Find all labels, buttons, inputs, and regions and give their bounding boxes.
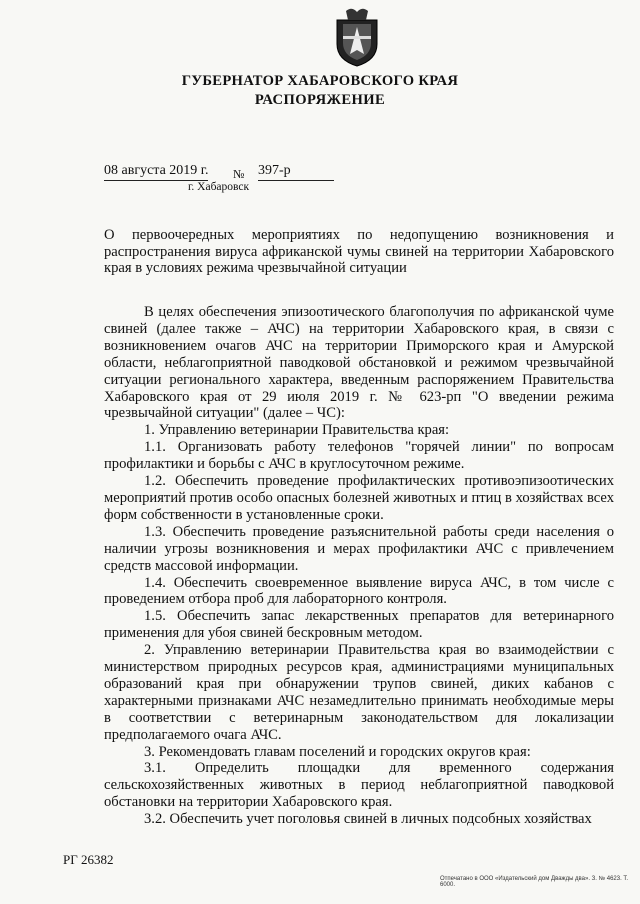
document-date: 08 августа 2019 г. <box>104 163 208 181</box>
paragraph: 1.3. Обеспечить проведение разъяснительной работы среди населения о наличии угрозы возникновения и мерах профилактики АЧС с привлечением средств массовой информации. <box>104 523 614 574</box>
paragraph: 2. Управлению ветеринарии Правительства края во взаимодействии с министерством природных ресурсов края, администрациями муниципальных образований края при обнаружении трупов свиней, диких кабанов с характерными признаками АЧС незамедлительно принимать необходимые меры в соответствии с ветеринарным законодательством для локализации предполагаемого очага АЧС. <box>104 642 614 743</box>
paragraph: 1.4. Обеспечить своевременное выявление вируса АЧС, в том числе с проведением отбора проб для лабораторного контроля. <box>104 574 614 608</box>
document-subject: О первоочередных мероприятиях по недопущению возникновения и распространения вируса африканской чумы свиней на территории Хабаровского края в условиях режима чрезвычайной ситуации <box>104 227 614 276</box>
paragraph: 3. Рекомендовать главам поселений и городских округов края: <box>144 743 531 760</box>
paragraph: 3.1. Определить площадки для временного содержания сельскохозяйственных животных в период неблагоприятной паводковой обстановки на территории Хабаровского края. <box>104 760 614 811</box>
printer-imprint: Отпечатано в ООО «Издательский дом Дважды два». З. № 4623. Т. 6000. <box>440 876 629 888</box>
issue-city: г. Хабаровск <box>188 181 250 193</box>
paragraph: 3.2. Обеспечить учет поголовья свиней в личных подсобных хозяйствах <box>144 811 592 828</box>
registration-code: РГ 26382 <box>63 852 114 867</box>
document-body <box>104 304 614 828</box>
issuer-title: ГУБЕРНАТОР ХАБАРОВСКОГО КРАЯ <box>181 73 459 89</box>
paragraph: 1. Управлению ветеринарии Правительства края: <box>144 422 450 439</box>
document-type-title: РАСПОРЯЖЕНИЕ <box>254 92 386 108</box>
paragraph: 1.5. Обеспечить запас лекарственных препаратов для ветеринарного применения для убоя свиней бескровным методом. <box>104 608 614 642</box>
paragraph: 1.1. Организовать работу телефонов "горячей линии" по вопросам профилактики и борьбы с АЧС в круглосуточном режиме. <box>104 439 614 473</box>
number-label: № <box>233 167 245 181</box>
paragraph: В целях обеспечения эпизоотического благополучия по африканской чуме свиней (далее также – АЧС) на территории Хабаровского края, в связи с возникновением очагов АЧС на территории Приморского края и Амурской области, неблагоприятной паводковой обстановкой и режимом чрезвычайной ситуации регионального характера, введенным распоряжением Правительства Хабаровского края от 29 июля 2019 г. № 623-рп "О введении режима чрезвычайной ситуации" (далее – ЧС): <box>104 304 614 422</box>
paragraph: 1.2. Обеспечить проведение профилактических противоэпизоотических мероприятий против особо опасных болезней животных и птиц в хозяйствах всех форм собственности в установленные сроки. <box>104 473 614 523</box>
coat-of-arms-emblem-icon <box>334 6 380 68</box>
document-number: 397-р <box>258 163 334 181</box>
